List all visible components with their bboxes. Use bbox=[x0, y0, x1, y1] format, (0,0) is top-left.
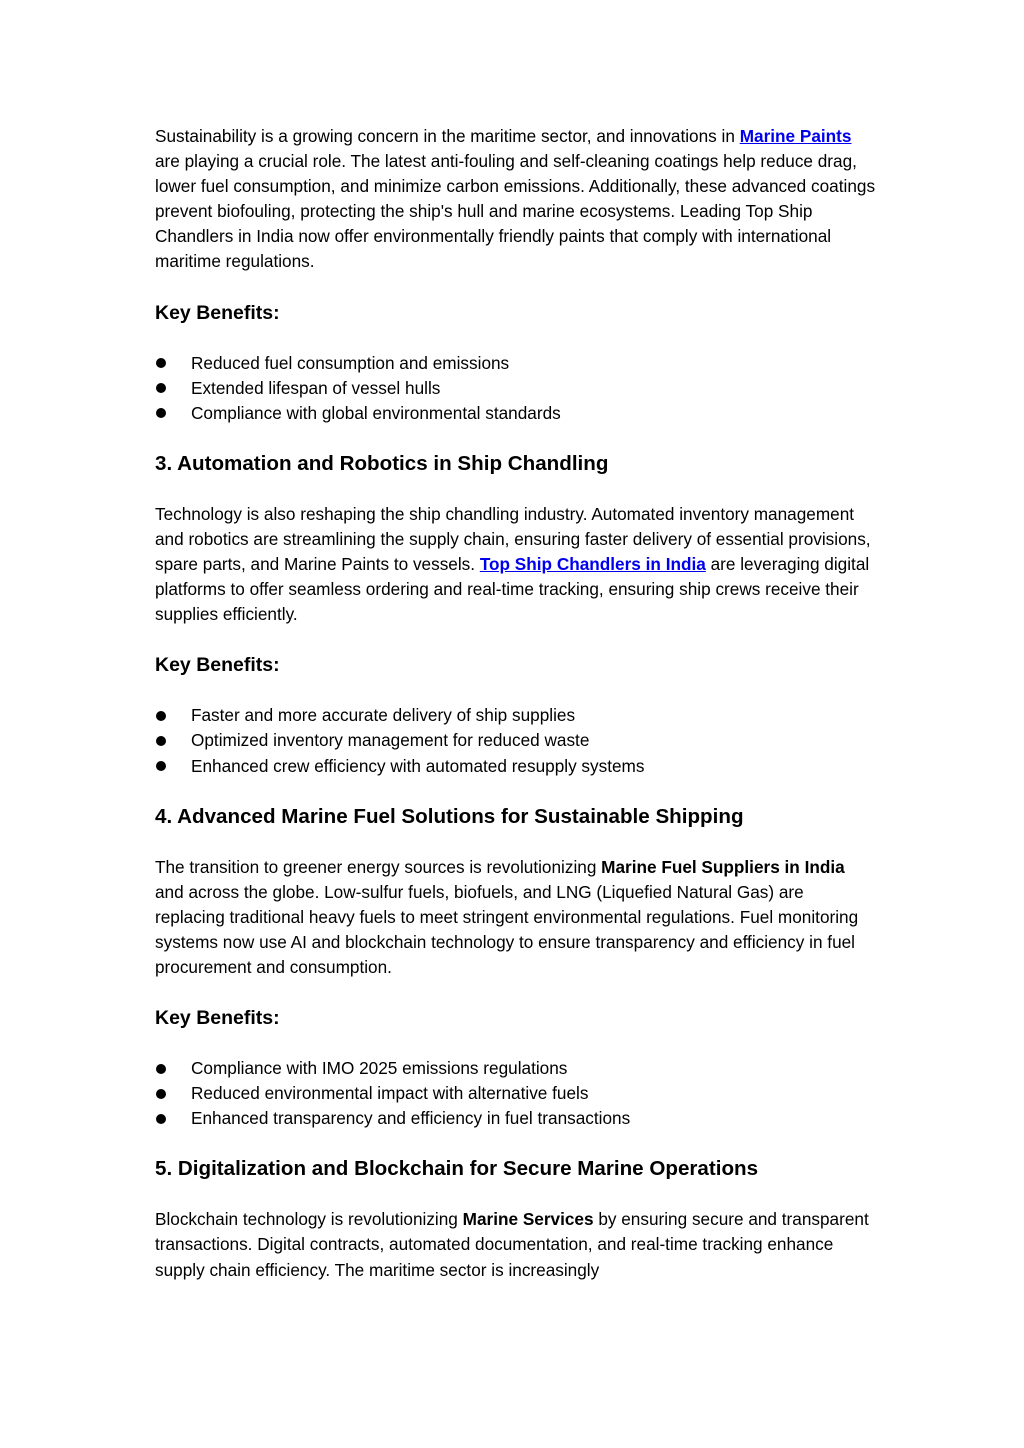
section-3-text-2: are leveraging digital platforms to offer seamless ordering and real-time tracking, ensuring ship crews receive their supplies efficiently. bbox=[155, 554, 870, 625]
marine-paints-link[interactable]: Marine Paints bbox=[739, 126, 852, 146]
list-item: Faster and more accurate delivery of ship supplies bbox=[155, 703, 877, 728]
key-benefits-heading-1: Key Benefits: bbox=[155, 301, 280, 324]
document-page bbox=[155, 124, 877, 1283]
bullet-icon bbox=[156, 1064, 166, 1074]
bullet-icon bbox=[156, 711, 166, 721]
bullet-icon bbox=[156, 408, 166, 418]
list-item: Enhanced transparency and efficiency in fuel transactions bbox=[155, 1106, 877, 1131]
section-3-heading: 3. Automation and Robotics in Ship Chandling bbox=[155, 451, 609, 475]
key-benefits-heading-2: Key Benefits: bbox=[155, 654, 280, 677]
section-5-text-2: by ensuring secure and transparent transactions. Digital contracts, automated documentation, and real-time tracking enhance supply chain efficiency. The maritime sector is increasingly bbox=[155, 1209, 869, 1280]
section-4-paragraph bbox=[155, 855, 877, 980]
section-5-text-1: Blockchain technology is revolutionizing bbox=[155, 1209, 463, 1230]
section-5-bold-text: Marine Services bbox=[462, 1209, 594, 1230]
list-item: Reduced environmental impact with alternative fuels bbox=[155, 1081, 877, 1106]
section-4-heading: 4. Advanced Marine Fuel Solutions for Sustainable Shipping bbox=[155, 804, 744, 828]
list-item: Optimized inventory management for reduced waste bbox=[155, 728, 877, 753]
bullet-icon bbox=[156, 383, 166, 393]
section-3-paragraph bbox=[155, 502, 877, 627]
bullet-icon bbox=[156, 358, 166, 368]
list-item: Compliance with IMO 2025 emissions regulations bbox=[155, 1056, 877, 1081]
section-4-text-1: The transition to greener energy sources is revolutionizing bbox=[155, 856, 602, 877]
benefits-list-3 bbox=[155, 1056, 877, 1131]
list-item: Enhanced crew efficiency with automated resupply systems bbox=[155, 754, 877, 779]
intro-text-2: are playing a crucial role. The latest anti-fouling and self-cleaning coatings help reduce drag, lower fuel consumption, and minimize carbon emissions. Additionally, these advanced coatings prevent biofouling, protecting the ship's hull and marine ecosystems. Leading Top Ship Chandlers in India now offer environmentally friendly paints that comply with international maritime regulations. bbox=[155, 151, 876, 272]
section-4-bold-text: Marine Fuel Suppliers in India bbox=[601, 856, 845, 877]
bullet-icon bbox=[156, 736, 166, 746]
benefits-list-1 bbox=[155, 351, 877, 426]
benefits-list-2 bbox=[155, 703, 877, 778]
section-5-paragraph bbox=[155, 1207, 877, 1282]
top-ship-chandlers-link[interactable]: Top Ship Chandlers in India bbox=[479, 554, 706, 575]
list-item: Compliance with global environmental standards bbox=[155, 401, 877, 426]
list-item: Reduced fuel consumption and emissions bbox=[155, 351, 877, 376]
section-5-heading: 5. Digitalization and Blockchain for Secure Marine Operations bbox=[155, 1157, 759, 1181]
intro-paragraph bbox=[155, 124, 877, 275]
section-4-text-2: and across the globe. Low-sulfur fuels, biofuels, and LNG (Liquefied Natural Gas) are replacing traditional heavy fuels to meet stringent environmental regulations. Fuel monitoring systems now use AI and blockchain technology to ensure transparency and efficiency in fuel procurement and consumption. bbox=[155, 881, 859, 977]
intro-text-1: Sustainability is a growing concern in the maritime sector, and innovations in bbox=[155, 126, 740, 146]
section-3-text-1: Technology is also reshaping the ship chandling industry. Automated inventory management and robotics are streamlining the supply chain, ensuring faster delivery of essential provisions, spare parts, and Marine Paints to vessels. bbox=[155, 503, 871, 575]
bullet-icon bbox=[156, 1089, 166, 1099]
list-item: Extended lifespan of vessel hulls bbox=[155, 376, 877, 401]
key-benefits-heading-3: Key Benefits: bbox=[155, 1007, 280, 1030]
bullet-icon bbox=[156, 1114, 166, 1124]
bullet-icon bbox=[156, 761, 166, 771]
